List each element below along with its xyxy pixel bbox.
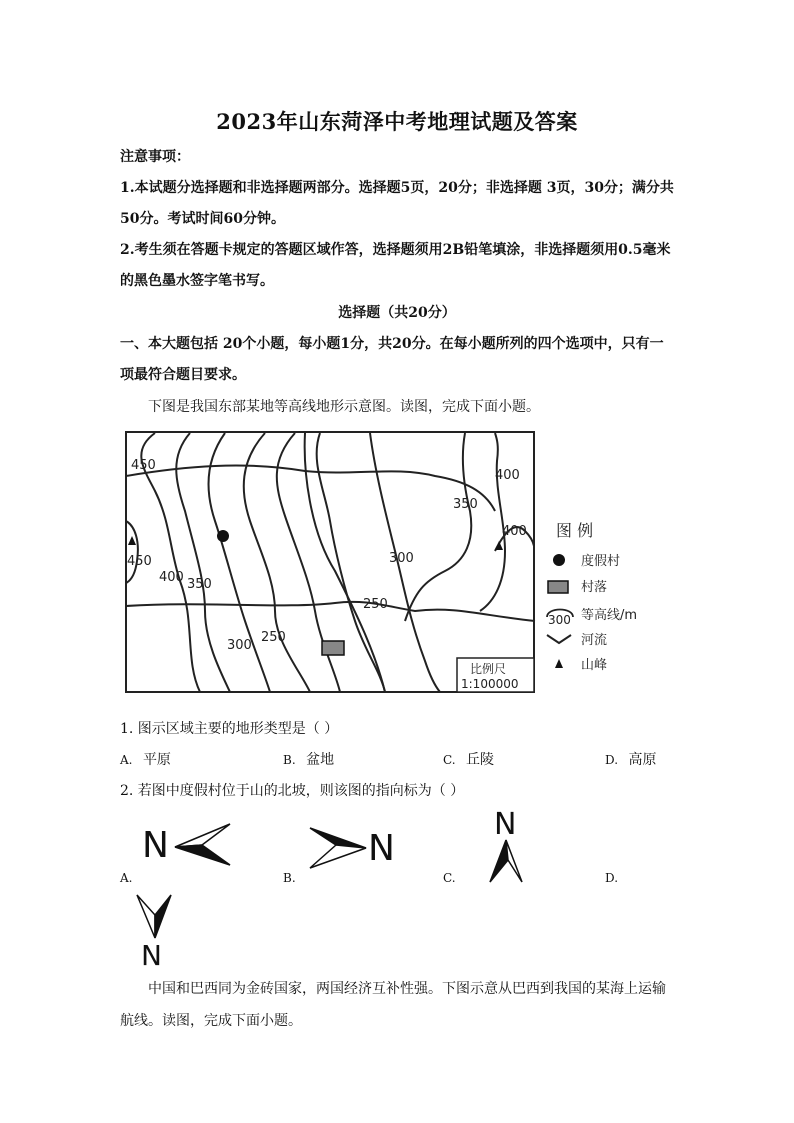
notes-line: 2.考生须在答题卡规定的答题区域作答，选择题须用2B铅笔填涂，非选择题须用0.5毫米 [120, 242, 671, 258]
contour-label: 350 [187, 577, 212, 592]
q1-option-c[interactable] [443, 749, 494, 769]
contour-label: 400 [159, 570, 184, 585]
notes-line: 的黑色墨水签字笔书写。 [120, 273, 274, 289]
legend-river: 河流 [581, 633, 608, 648]
svg-text:N: N [141, 939, 162, 968]
option-letter: B. [283, 753, 296, 767]
peak-marker [128, 536, 136, 545]
legend-peak: 山峰 [581, 658, 608, 673]
legend-village-icon [548, 581, 568, 593]
q1-option-d[interactable] [605, 749, 656, 769]
q2-option-c[interactable]: C. [443, 871, 456, 885]
q2-option-a[interactable]: A. [120, 871, 133, 885]
contour-label: 250 [261, 630, 286, 645]
contour-label: 450 [127, 554, 152, 569]
option-letter: D. [605, 753, 619, 767]
contour-label: 300 [227, 638, 252, 653]
intro-text-2: 中国和巴西同为金砖国家，两国经济互补性强。下图示意从巴西到我国的某海上运输 [148, 981, 666, 997]
option-text: 丘陵 [466, 752, 495, 768]
scale-label: 比例尺 [470, 662, 507, 676]
q1-option-a[interactable] [120, 749, 171, 769]
contour-label: 450 [131, 458, 156, 473]
notes-line: 1.本试题分选择题和非选择题两部分。选择题5页，20分；非选择题 3页，30分；满分共 [120, 180, 674, 196]
legend-resort-icon [553, 554, 565, 566]
legend-contour: 等高线/m [581, 608, 638, 623]
option-letter: A. [120, 753, 133, 767]
question-1-stem: 1. 图示区域主要的地形类型是（ ） [120, 721, 339, 737]
svg-text:N: N [142, 825, 169, 866]
intro-text-2-cont: 航线。读图，完成下面小题。 [120, 1013, 302, 1029]
option-text: 平原 [142, 752, 171, 768]
option-text: 高原 [628, 752, 657, 768]
question-2-stem: 2. 若图中度假村位于山的北坡，则该图的指向标为（ ） [120, 783, 465, 799]
legend-title: 图 例 [556, 521, 594, 540]
contour-label: 350 [453, 497, 478, 512]
compass-option-c-icon[interactable] [486, 808, 531, 886]
contour-label: 300 [389, 551, 414, 566]
compass-option-b-icon[interactable] [308, 823, 403, 873]
q2-option-b[interactable]: B. [283, 871, 296, 885]
section-instruction: 项最符合题目要求。 [120, 367, 246, 383]
contour-label: 400 [502, 524, 527, 539]
svg-text:N: N [494, 808, 517, 842]
notes-line: 50分。考试时间60分钟。 [120, 211, 285, 227]
resort-marker [217, 530, 229, 542]
contour-map [125, 431, 670, 697]
legend-resort: 度假村 [581, 554, 621, 569]
compass-option-d-icon[interactable] [135, 893, 180, 968]
legend-river-icon [547, 635, 571, 643]
compass-option-a-icon[interactable] [140, 815, 235, 870]
svg-text:N: N [368, 828, 395, 869]
section-instruction: 一、本大题包括 20个小题，每小题1分，共20分。在每小题所列的四个选项中，只有一 [120, 336, 664, 352]
section-heading: 选择题（共20分） [338, 305, 456, 321]
option-text: 盆地 [306, 752, 335, 768]
legend-village: 村落 [581, 580, 608, 595]
intro-text: 下图是我国东部某地等高线地形示意图。读图，完成下面小题。 [148, 399, 540, 415]
legend-contour-sample: 300 [548, 613, 571, 627]
q2-option-d[interactable]: D. [605, 871, 619, 885]
peak-marker [495, 541, 503, 550]
option-letter: C. [443, 753, 456, 767]
village-marker [322, 641, 344, 655]
page-title: 2023年山东菏泽中考地理试题及答案 [216, 109, 578, 134]
contour-label: 250 [363, 597, 388, 612]
contour-label: 400 [495, 468, 520, 483]
legend-peak-icon [555, 659, 563, 668]
q1-option-b[interactable] [283, 749, 334, 769]
notes-heading: 注意事项： [120, 149, 190, 165]
scale-value: 1:100000 [461, 677, 519, 691]
